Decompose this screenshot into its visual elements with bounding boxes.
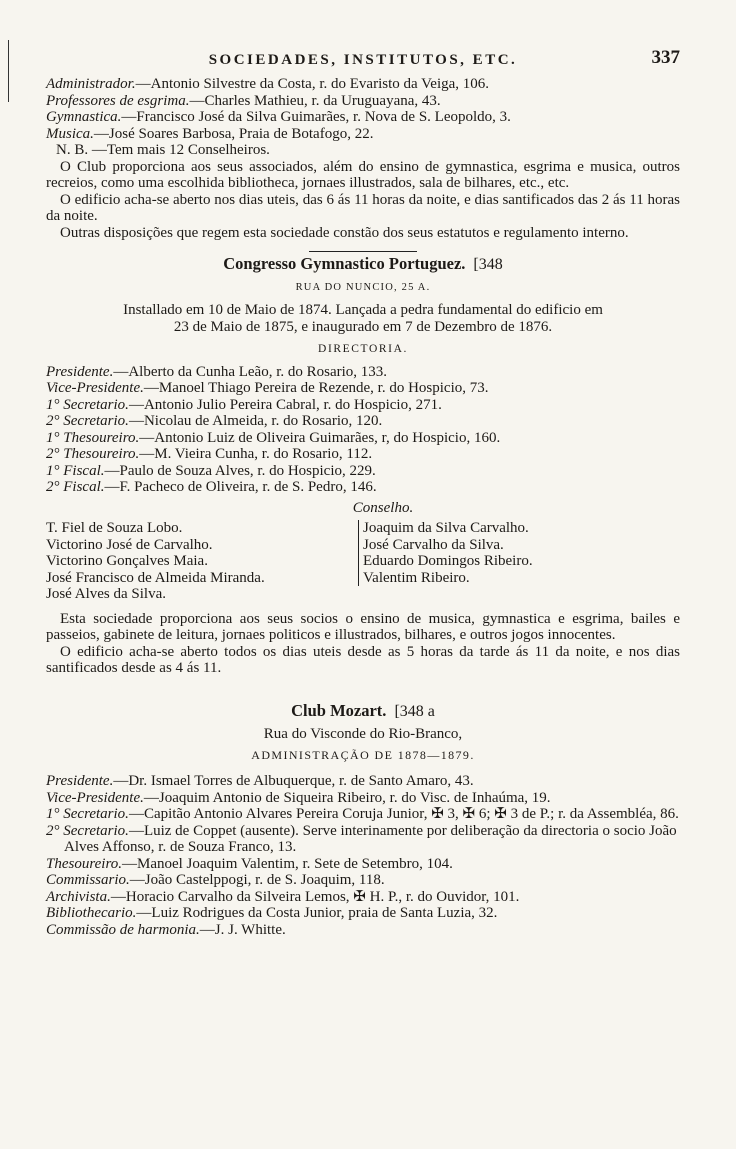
directoria-entry: 2° Secretario.—Nicolau de Almeida, r. do Rosario, 120. — [46, 413, 383, 429]
section-heading: Club Mozart. [348 a — [291, 700, 435, 720]
admin-entry: Vice-Presidente.—Joaquim Antonio de Siqueira Ribeiro, r. do Visc. de Inhaúma, 19. — [46, 789, 551, 806]
conselho-right-column — [358, 520, 533, 586]
conselho-member: José Francisco de Almeida Miranda. — [46, 569, 265, 586]
directoria-entry: 1° Fiscal.—Paulo de Souza Alves, r. do Hospicio, 229. — [46, 462, 376, 479]
conselho-member: T. Fiel de Souza Lobo. — [46, 520, 183, 536]
admin-entry: 1° Secretario.—Capitão Antonio Alvares Pereira Coruja Junior, ✠ 3, ✠ 6; ✠ 3 de P.; r. da Assembléa, 86. — [46, 806, 679, 822]
entry-line: Gymnastica.—Francisco José da Silva Guimarães, r. Nova de S. Leopoldo, 3. — [46, 109, 511, 125]
running-title: SOCIEDADES, INSTITUTOS, ETC. — [208, 52, 518, 68]
directoria-entry: 2° Thesoureiro.—M. Vieira Cunha, r. do Rosario, 112. — [46, 446, 373, 462]
section-club-continuation — [46, 76, 680, 241]
paragraph: O Club proporciona aos seus associados, além do ensino de gymnastica, esgrima e musica, outros recreios, como uma escolhida bibliotheca, jornaes illustrados, sala de bilhares, etc., etc. — [46, 158, 680, 191]
admin-entry: Commissario.—João Castelppogi, r. de S. Joaquim, 118. — [46, 872, 385, 888]
conselho-list — [46, 520, 680, 603]
section-heading: Congresso Gymnastico Portuguez. [348 — [223, 254, 503, 273]
directoria-label: DIRECTORIA. — [318, 343, 408, 355]
conselho-left-column — [46, 520, 358, 603]
address: Rua do Visconde do Rio-Branco, — [263, 726, 463, 742]
entry-line: Musica.—José Soares Barbosa, Praia de Botafogo, 22. — [46, 125, 374, 142]
directoria-entry: 2° Fiscal.—F. Pacheco de Oliveira, r. de S. Pedro, 146. — [46, 479, 377, 495]
page — [46, 47, 680, 938]
conselho-member: José Alves da Silva. — [46, 586, 166, 602]
conselho-member: José Carvalho da Silva. — [363, 536, 504, 553]
running-head — [46, 47, 680, 76]
install-line: 23 de Maio de 1875, e inaugurado em 7 de Dezembro de 1876. — [173, 318, 553, 335]
margin-line — [8, 40, 9, 102]
conselho-member: Joaquim da Silva Carvalho. — [363, 520, 529, 536]
page-number: 337 — [651, 47, 680, 68]
admin-entry: 2° Secretario.—Luiz de Coppet (ausente). Serve interinamente por deliberação da directoria o socio João Alves Affonso, r. de Souza Franco, 13. — [46, 822, 677, 855]
administration-label: ADMINISTRAÇÃO DE 1878—1879. — [251, 747, 475, 762]
paragraph: Outras disposições que regem esta sociedade constão dos seus estatutos e regulamento interno. — [60, 224, 629, 241]
paragraph: Esta sociedade proporciona aos seus socios o ensino de musica, gymnastica e esgrima, bailes e passeios, gabinete de leitura, jornaes politicos e illustrados, bilhares, e outros jogos innocentes. — [46, 610, 680, 643]
section-club-mozart — [46, 700, 680, 939]
conselho-member: Victorino José de Carvalho. — [46, 536, 213, 553]
install-line: Installado em 10 de Maio de 1874. Lançada a pedra fundamental do edificio em — [123, 302, 603, 318]
conselho-member: Victorino Gonçalves Maia. — [46, 553, 208, 569]
admin-entry: Bibliothecario.—Luiz Rodrigues da Costa Junior, praia de Santa Luzia, 32. — [46, 905, 498, 921]
paragraph: O edificio acha-se aberto nos dias uteis, das 6 ás 11 horas da noite, e dias santificados das 2 ás 11 horas da noite. — [46, 191, 680, 224]
directoria-entry: 1° Secretario.—Antonio Julio Pereira Cabral, r. do Hospicio, 271. — [46, 396, 442, 413]
section-divider — [309, 251, 417, 252]
conselho-member: Valentim Ribeiro. — [363, 569, 470, 586]
paragraph: O edificio acha-se aberto todos os dias uteis desde as 5 horas da tarde ás 11 da noite, e nos dias santificados desde as 4 ás 11. — [46, 643, 680, 676]
entry-line: Professores de esgrima.—Charles Mathieu, r. da Uruguayana, 43. — [46, 92, 441, 109]
directoria-entry: Vice-Presidente.—Manoel Thiago Pereira de Rezende, r. do Hospicio, 73. — [46, 380, 489, 396]
admin-entry: Commissão de harmonia.—J. J. Whitte. — [46, 921, 286, 938]
admin-entry: Presidente.—Dr. Ismael Torres de Albuquerque, r. de Santo Amaro, 43. — [46, 773, 474, 789]
address: RUA DO NUNCIO, 25 A. — [295, 281, 431, 293]
admin-entry: Archivista.—Horacio Carvalho da Silveira Lemos, ✠ H. P., r. do Ouvidor, 101. — [46, 888, 520, 905]
admin-entry: Thesoureiro.—Manoel Joaquim Valentim, r. Sete de Setembro, 104. — [46, 855, 453, 872]
directoria-entry: 1° Thesoureiro.—Antonio Luiz de Oliveira Guimarães, r, do Hospicio, 160. — [46, 429, 501, 446]
section-congresso — [46, 256, 680, 677]
conselho-member: Eduardo Domingos Ribeiro. — [363, 553, 533, 569]
conselho-label: Conselho. — [352, 499, 414, 516]
nb-note: N. B. —Tem mais 12 Conselheiros. — [56, 142, 270, 158]
directoria-entry: Presidente.—Alberto da Cunha Leão, r. do Rosario, 133. — [46, 363, 388, 380]
entry-line: Administrador.—Antonio Silvestre da Costa, r. do Evaristo da Veiga, 106. — [46, 76, 490, 92]
